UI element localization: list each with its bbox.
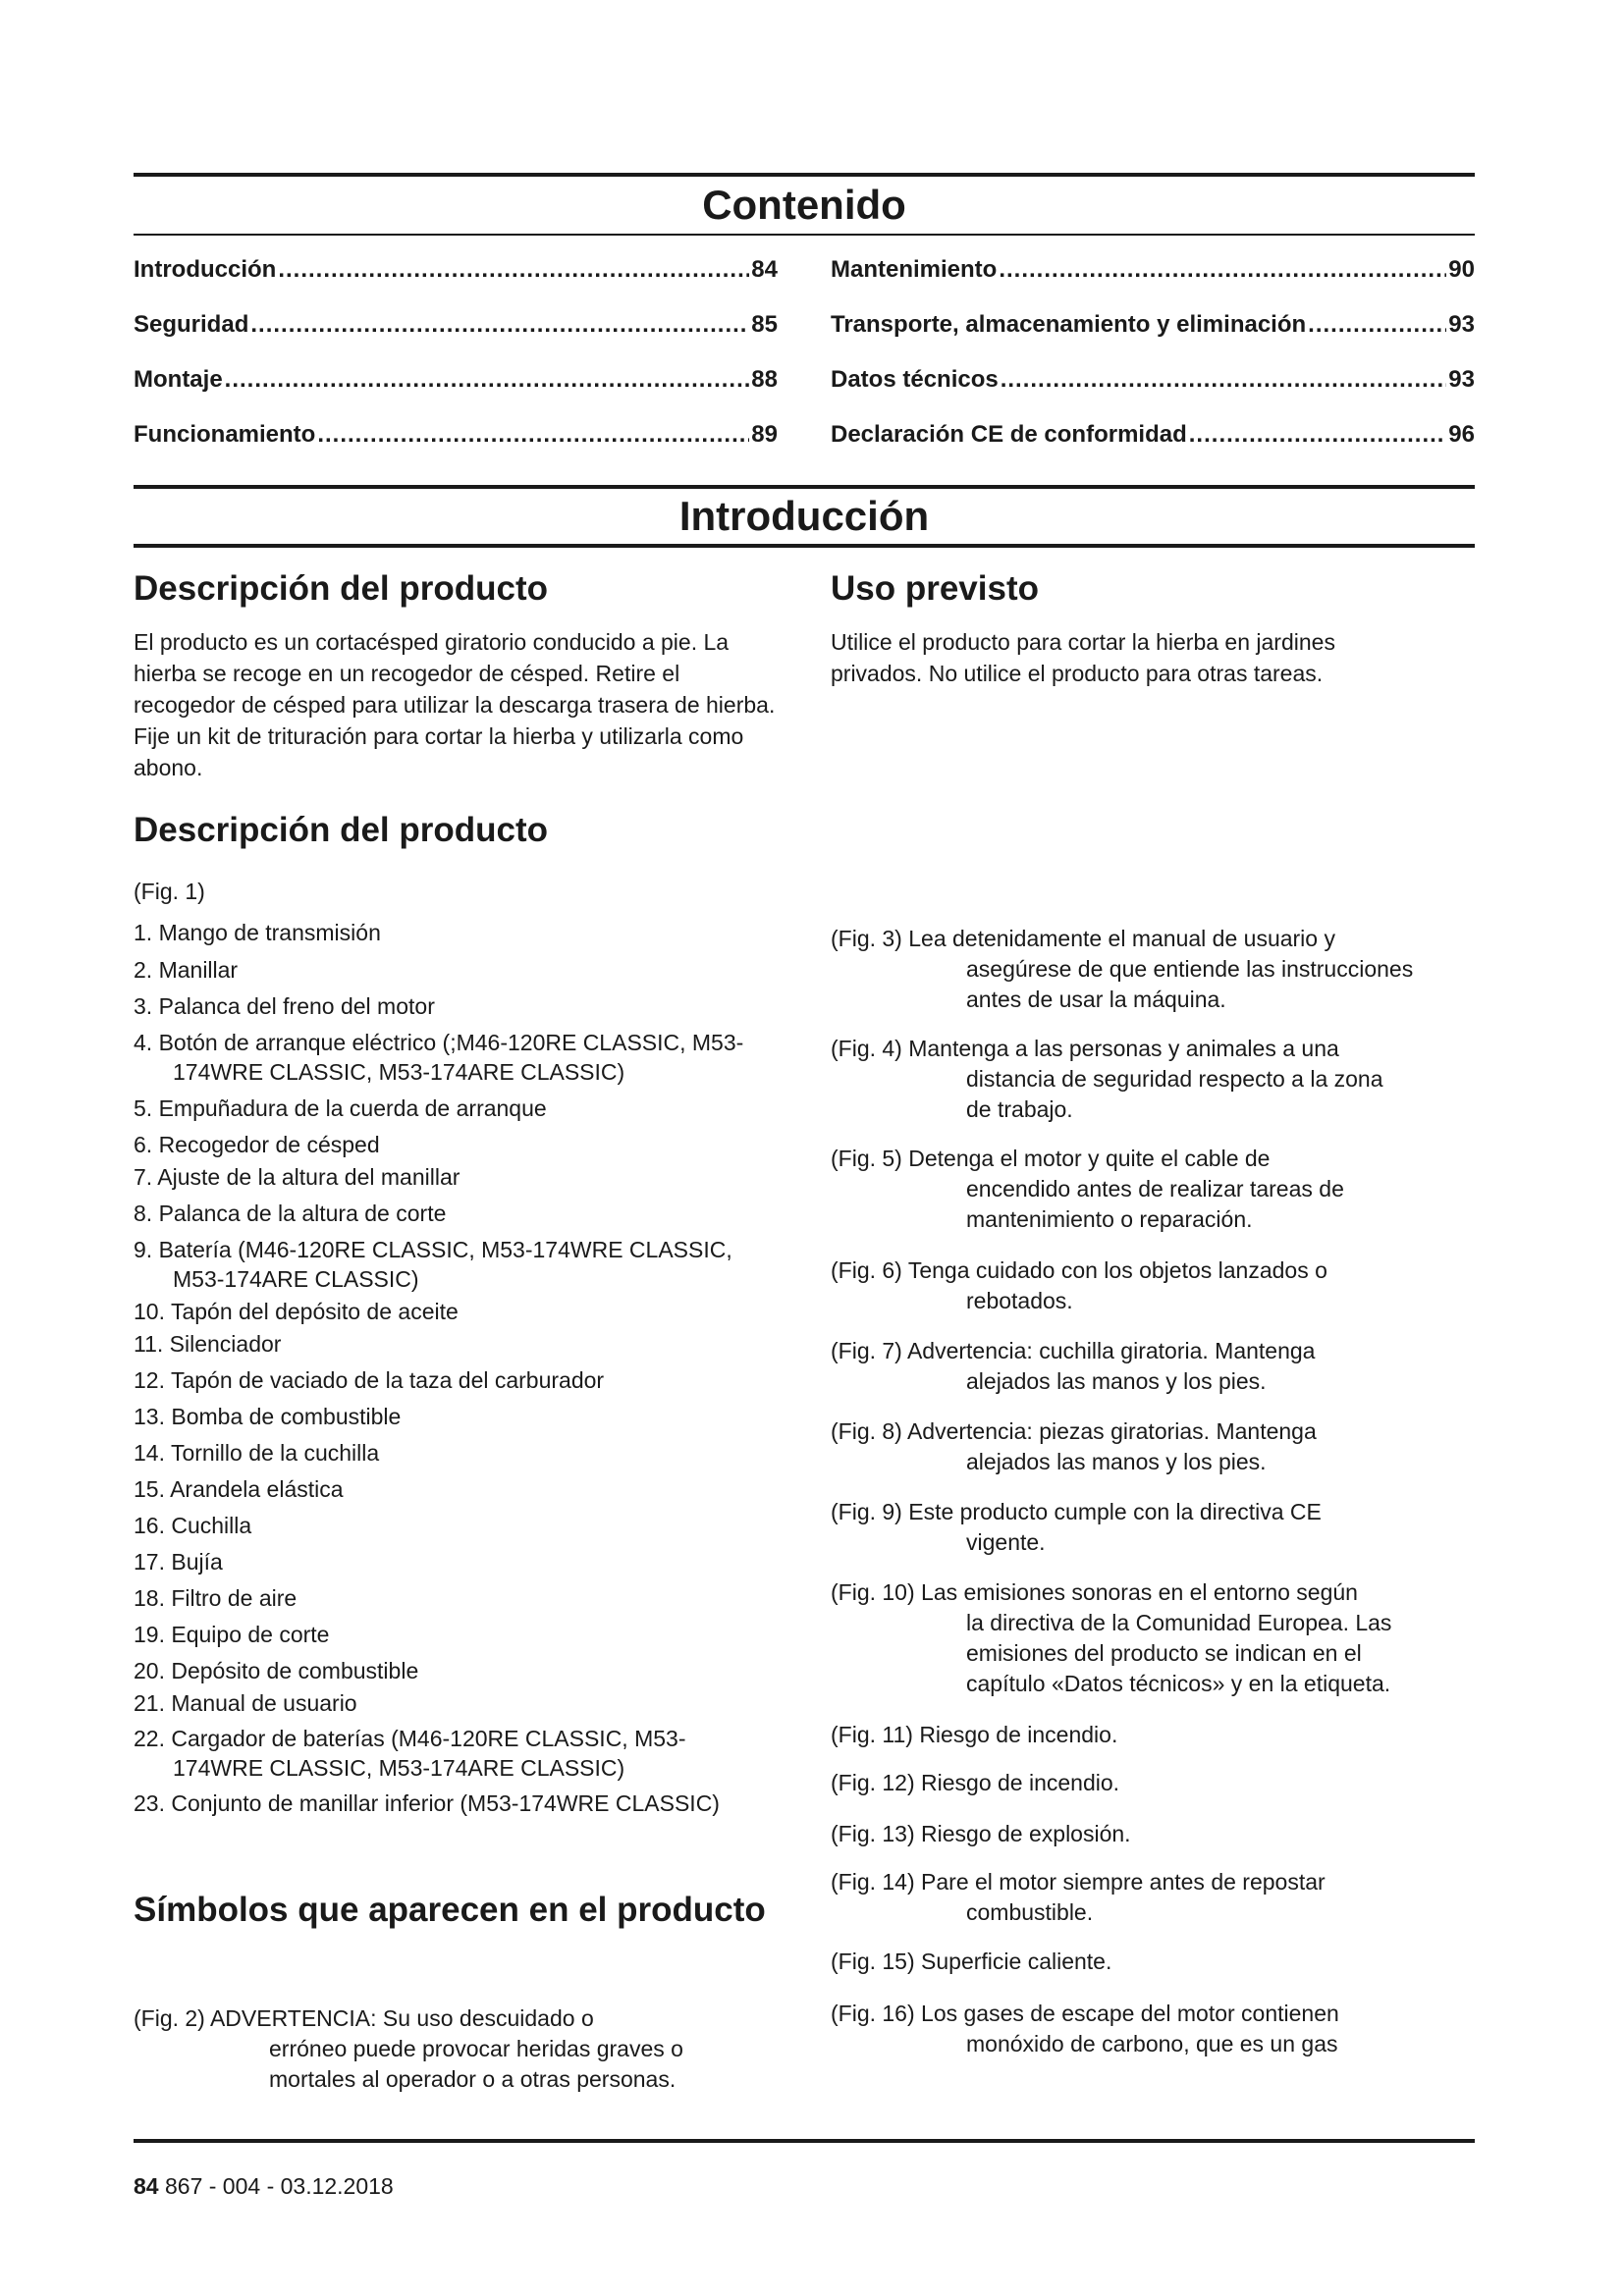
list-item: 15. Arandela elástica [134,1476,344,1502]
product-description-heading: Descripción del producto [134,569,548,608]
symbol-fig-2: (Fig. 2) ADVERTENCIA: Su uso descuidado o erróneo puede provocar heridas graves o mortales al operador o a otras personas. [134,2005,683,2092]
list-item: 20. Depósito de combustible [134,1658,419,1683]
intended-use-text: Utilice el producto para cortar la hierba en jardines privados. No utilice el producto para otras tareas. [831,629,1335,686]
list-item: 5. Empuñadura de la cuerda de arranque [134,1095,547,1121]
product-overview-heading: Descripción del producto [134,811,548,849]
list-item: 12. Tapón de vaciado de la taza del carburador [134,1367,605,1393]
component-list [134,918,762,1818]
fig-1-ref: (Fig. 1) [134,879,205,904]
symbol-fig-3: (Fig. 3) Lea detenidamente el manual de usuario y asegúrese de que entiende las instrucciones antes de usar la máquina. [831,926,1414,1012]
list-item: 9. Batería (M46-120RE CLASSIC, M53-174WRE CLASSIC, M53-174ARE CLASSIC) [134,1237,732,1292]
toc-entry-introduccion[interactable]: Introducción ..... 84 [134,255,778,285]
list-item: 6. Recogedor de césped [134,1132,380,1157]
product-description-text: El producto es un cortacésped giratorio conducido a pie. La hierba se recoge en un recogedor de césped. Retire el recogedor de césped para utilizar la descarga trasera de hierba. Fije un kit de trituración para cortar la hierba y utilizarla como abono. [134,629,776,780]
list-item: 2. Manillar [134,957,239,983]
contents-title: Contenido [702,182,906,228]
toc-entry-montaje[interactable]: Montaje ..... 88 [134,365,778,395]
symbol-fig-4: (Fig. 4) Mantenga a las personas y animales a una distancia de seguridad respecto a la zona de trabajo. [831,1036,1383,1122]
list-item: 3. Palanca del freno del motor [134,993,435,1019]
list-item: 4. Botón de arranque eléctrico (;M46-120RE CLASSIC, M53-174WRE CLASSIC, M53-174ARE CLASSIC) [134,1030,744,1085]
list-item: 16. Cuchilla [134,1513,252,1538]
list-item: 18. Filtro de aire [134,1585,298,1611]
symbol-fig-12: (Fig. 12) Riesgo de incendio. [831,1770,1120,1795]
page-footer [134,2171,394,2201]
symbol-fig-7: (Fig. 7) Advertencia: cuchilla giratoria. Mantenga alejados las manos y los pies. [831,1338,1316,1394]
toc-entry-seguridad[interactable]: Seguridad ..... 85 [134,310,778,340]
symbol-fig-15: (Fig. 15) Superficie caliente. [831,1949,1112,1974]
list-item: 7. Ajuste de la altura del manillar [134,1164,460,1190]
intended-use-heading: Uso previsto [831,569,1039,608]
symbol-fig-16: (Fig. 16) Los gases de escape del motor contienen monóxido de carbono, que es un gas [831,2001,1339,2056]
contents-rule [134,234,1475,236]
intro-title: Introducción [678,493,930,539]
symbol-fig-11: (Fig. 11) Riesgo de incendio. [831,1722,1118,1747]
list-item: 8. Palanca de la altura de corte [134,1201,447,1226]
list-item: 17. Bujía [134,1549,223,1575]
toc-entry-mantenimiento[interactable]: Mantenimiento ..... 90 [831,255,1475,285]
symbol-fig-6: (Fig. 6) Tenga cuidado con los objetos lanzados o rebotados. [831,1257,1327,1313]
list-item: 22. Cargador de baterías (M46-120RE CLASSIC, M53-174WRE CLASSIC, M53-174ARE CLASSIC) [134,1726,686,1781]
symbol-fig-10: (Fig. 10) Las emisiones sonoras en el entorno según la directiva de la Comunidad Europea. Las emisiones del producto se indican en el capítulo «Datos técnicos» y en la etiqueta. [831,1579,1392,1696]
list-item: 13. Bomba de combustible [134,1404,402,1429]
toc-entry-transporte[interactable]: Transporte, almacenamiento y eliminación ..... 93 [831,310,1475,340]
page-number: 84 [134,2173,159,2199]
footer-rule [134,2139,1475,2143]
symbol-fig-13: (Fig. 13) Riesgo de explosión. [831,1821,1131,1846]
toc-entry-datos-tecnicos[interactable]: Datos técnicos ..... 93 [831,365,1475,395]
top-rule [134,173,1475,177]
list-item: 21. Manual de usuario [134,1690,357,1716]
toc-entry-funcionamiento[interactable]: Funcionamiento ..... 89 [134,420,778,450]
symbol-fig-14: (Fig. 14) Pare el motor siempre antes de repostar combustible. [831,1869,1326,1925]
symbol-fig-8: (Fig. 8) Advertencia: piezas giratorias. Mantenga alejados las manos y los pies. [831,1418,1317,1474]
intro-top-rule [134,485,1475,489]
intro-rule [134,544,1475,548]
document-code: 867 - 004 - 03.12.2018 [164,2173,394,2199]
symbols-heading: Símbolos que aparecen en el producto [134,1891,766,1929]
symbol-fig-5: (Fig. 5) Detenga el motor y quite el cable de encendido antes de realizar tareas de mantenimiento o reparación. [831,1146,1344,1232]
list-item: 11. Silenciador [134,1331,282,1357]
list-item: 14. Tornillo de la cuchilla [134,1440,380,1466]
list-item: 19. Equipo de corte [134,1622,330,1647]
list-item: 23. Conjunto de manillar inferior (M53-174WRE CLASSIC) [134,1790,720,1816]
list-item: 10. Tapón del depósito de aceite [134,1299,459,1324]
list-item: 1. Mango de transmisión [134,920,381,945]
toc-entry-declaracion-ce[interactable]: Declaración CE de conformidad ..... 96 [831,420,1475,450]
symbol-fig-9: (Fig. 9) Este producto cumple con la directiva CE vigente. [831,1499,1322,1555]
